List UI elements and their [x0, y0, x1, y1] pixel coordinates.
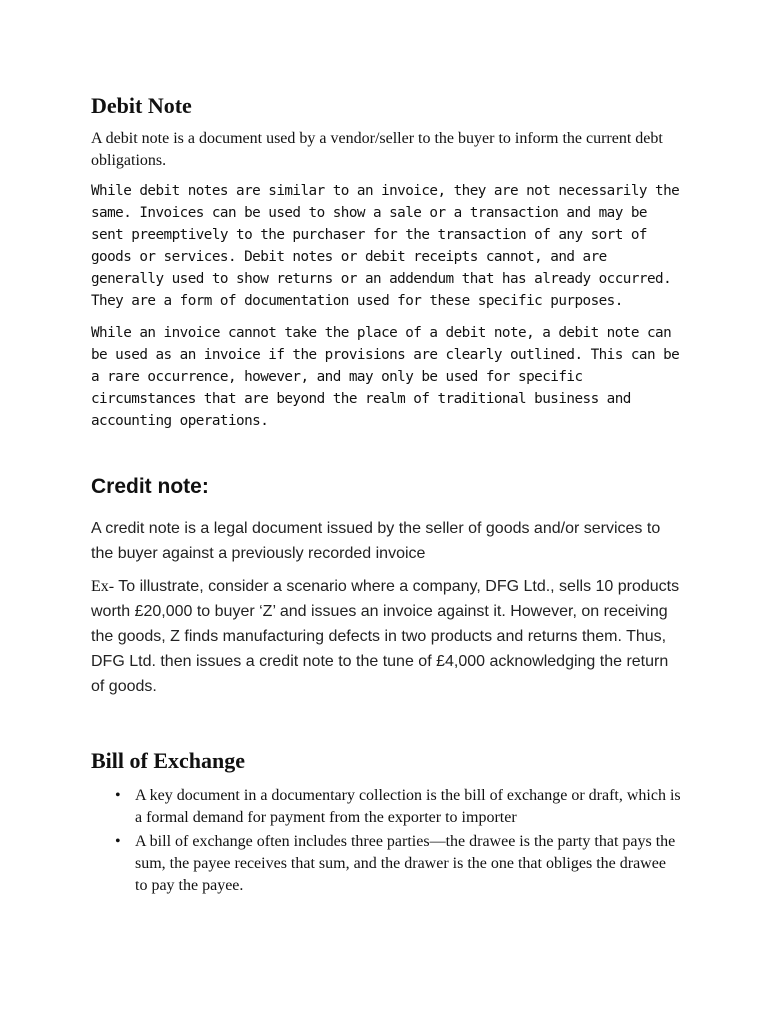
debit-note-comparison-paragraph: While debit notes are similar to an invoice, they are not necessarily the same. Invoices can be used to show a sale or a transaction and may be sent preemptively to the purchaser for the transaction of any sort of goods or services. Debit notes or debit receipts cannot, and are generally used to show returns or an addendum that has already occurred. They are a form of documentation used for these specific purposes.: [91, 183, 680, 309]
list-item: [91, 785, 681, 829]
example-label: Ex-: [91, 578, 115, 595]
bill-of-exchange-list: [91, 785, 681, 897]
debit-note-invoice-paragraph: While an invoice cannot take the place of a debit note, a debit note can be used as an invoice if the provisions are clearly outlined. This can be a rare occurrence, however, and may only be used for specific circumstances that are beyond the realm of traditional business and accounting operations.: [91, 325, 680, 429]
list-item-text: A key document in a documentary collection is the bill of exchange or draft, which is a formal demand for payment from the exporter to importer: [135, 787, 681, 826]
bullet-icon: •: [115, 833, 121, 850]
credit-note-definition: A credit note is a legal document issued by the seller of goods and/or services to the buyer against a previously recorded invoice: [91, 520, 661, 562]
bullet-icon: •: [115, 787, 121, 804]
credit-note-section: [91, 472, 681, 707]
debit-note-definition: A debit note is a document used by a vendor/seller to the buyer to inform the current debt obligations.: [91, 130, 663, 169]
debit-note-section: [91, 92, 681, 442]
bill-of-exchange-section: [91, 747, 681, 899]
list-item: [91, 831, 681, 897]
example-text: To illustrate, consider a scenario where a company, DFG Ltd., sells 10 products worth £20,000 to buyer ‘Z’ and issues an invoice against it. However, on receiving the goods, Z finds manufacturing defects in two products and returns them. Thus, DFG Ltd. then issues a credit note to the tune of £4,000 acknowledging the return of goods.: [91, 578, 680, 695]
bill-of-exchange-heading: Bill of Exchange: [91, 748, 246, 773]
list-item-text: A bill of exchange often includes three parties—the drawee is the party that pays the sum, the payee receives that sum, and the drawer is the one that obliges the drawee to pay the payee.: [135, 833, 676, 894]
credit-note-example: [91, 574, 681, 699]
credit-note-heading: Credit note:: [91, 475, 209, 498]
debit-note-heading: Debit Note: [91, 93, 192, 118]
